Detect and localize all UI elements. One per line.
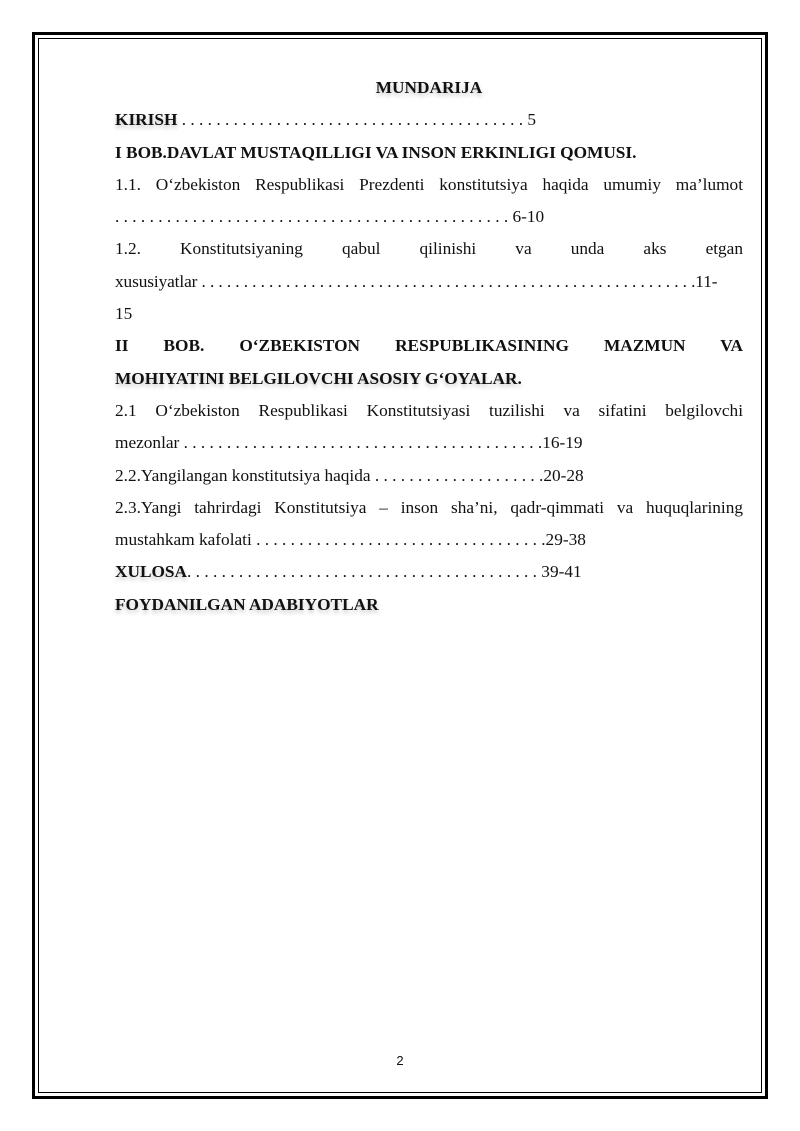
toc-entry-xulosa-label: XULOSA [115,562,188,582]
chapter-2-heading-line2[interactable]: MOHIYATINI BELGILOVCHI ASOSIY G‘OYALAR. [115,368,522,388]
page-number: 2 [396,1053,404,1068]
toc-entry-1-2-line2[interactable]: xususiyatlar . . . . . . . . . . . . . . . . . . . . . . . . . . . . . . . . . . . . . . . . . . . . . . . . . . . . . . . . . . .11- [115,271,718,291]
document-title: MUNDARIJA [375,78,483,97]
toc-entry-2-1-line2[interactable]: mezonlar . . . . . . . . . . . . . . . . . . . . . . . . . . . . . . . . . . . . . . . . . .16-19 [115,433,583,453]
toc-entry-2-3-line1[interactable]: 2.3.Yangi tahrirdagi Konstitutsiya – inson sha’ni, qadr-qimmati va huquqlarining [115,497,743,517]
toc-entry-kirish-leader: . . . . . . . . . . . . . . . . . . . . . . . . . . . . . . . . . . . . . . . . 5 [177,110,537,130]
toc-entry-1-1-line1[interactable]: 1.1. O‘zbekiston Respublikasi Prezdenti konstitutsiya haqida umumiy ma’lumot [115,174,743,194]
toc-entry-2-1-line1[interactable]: 2.1 O‘zbekiston Respublikasi Konstitutsiyasi tuzilishi va sifatini belgilovchi [115,400,743,420]
toc-entry-1-1-line2[interactable]: . . . . . . . . . . . . . . . . . . . . . . . . . . . . . . . . . . . . . . . . . . . . . . 6-10 [115,207,545,227]
chapter-2-heading-line1[interactable]: II BOB. O‘ZBEKISTON RESPUBLIKASINING MAZMUN VA [115,336,743,356]
toc-entry-xulosa-leader: . . . . . . . . . . . . . . . . . . . . . . . . . . . . . . . . . . . . . . . . . 39-41 [187,562,582,582]
chapter-1-heading[interactable]: I BOB.DAVLAT MUSTAQILLIGI VA INSON ERKINLIGI QOMUSI. [115,142,637,162]
table-of-contents [115,72,743,621]
toc-entry-1-2-line3[interactable]: 15 [115,304,133,324]
toc-entry-1-2-line1[interactable]: 1.2. Konstitutsiyaning qabul qilinishi va unda aks etgan [115,239,743,259]
toc-entry-foydalanilgan-adabiyotlar[interactable]: FOYDANILGAN ADABIYOTLAR [115,594,379,614]
toc-entry-kirish-label: KIRISH [115,110,178,130]
toc-entry-2-3-line2[interactable]: mustahkam kafolati . . . . . . . . . . . . . . . . . . . . . . . . . . . . . . . . . .29-38 [115,530,586,550]
toc-entry-xulosa[interactable] [115,556,743,588]
toc-entry-2-2[interactable]: 2.2.Yangilangan konstitutsiya haqida . . . . . . . . . . . . . . . . . . . .20-28 [115,465,584,485]
toc-entry-kirish[interactable] [115,104,743,136]
